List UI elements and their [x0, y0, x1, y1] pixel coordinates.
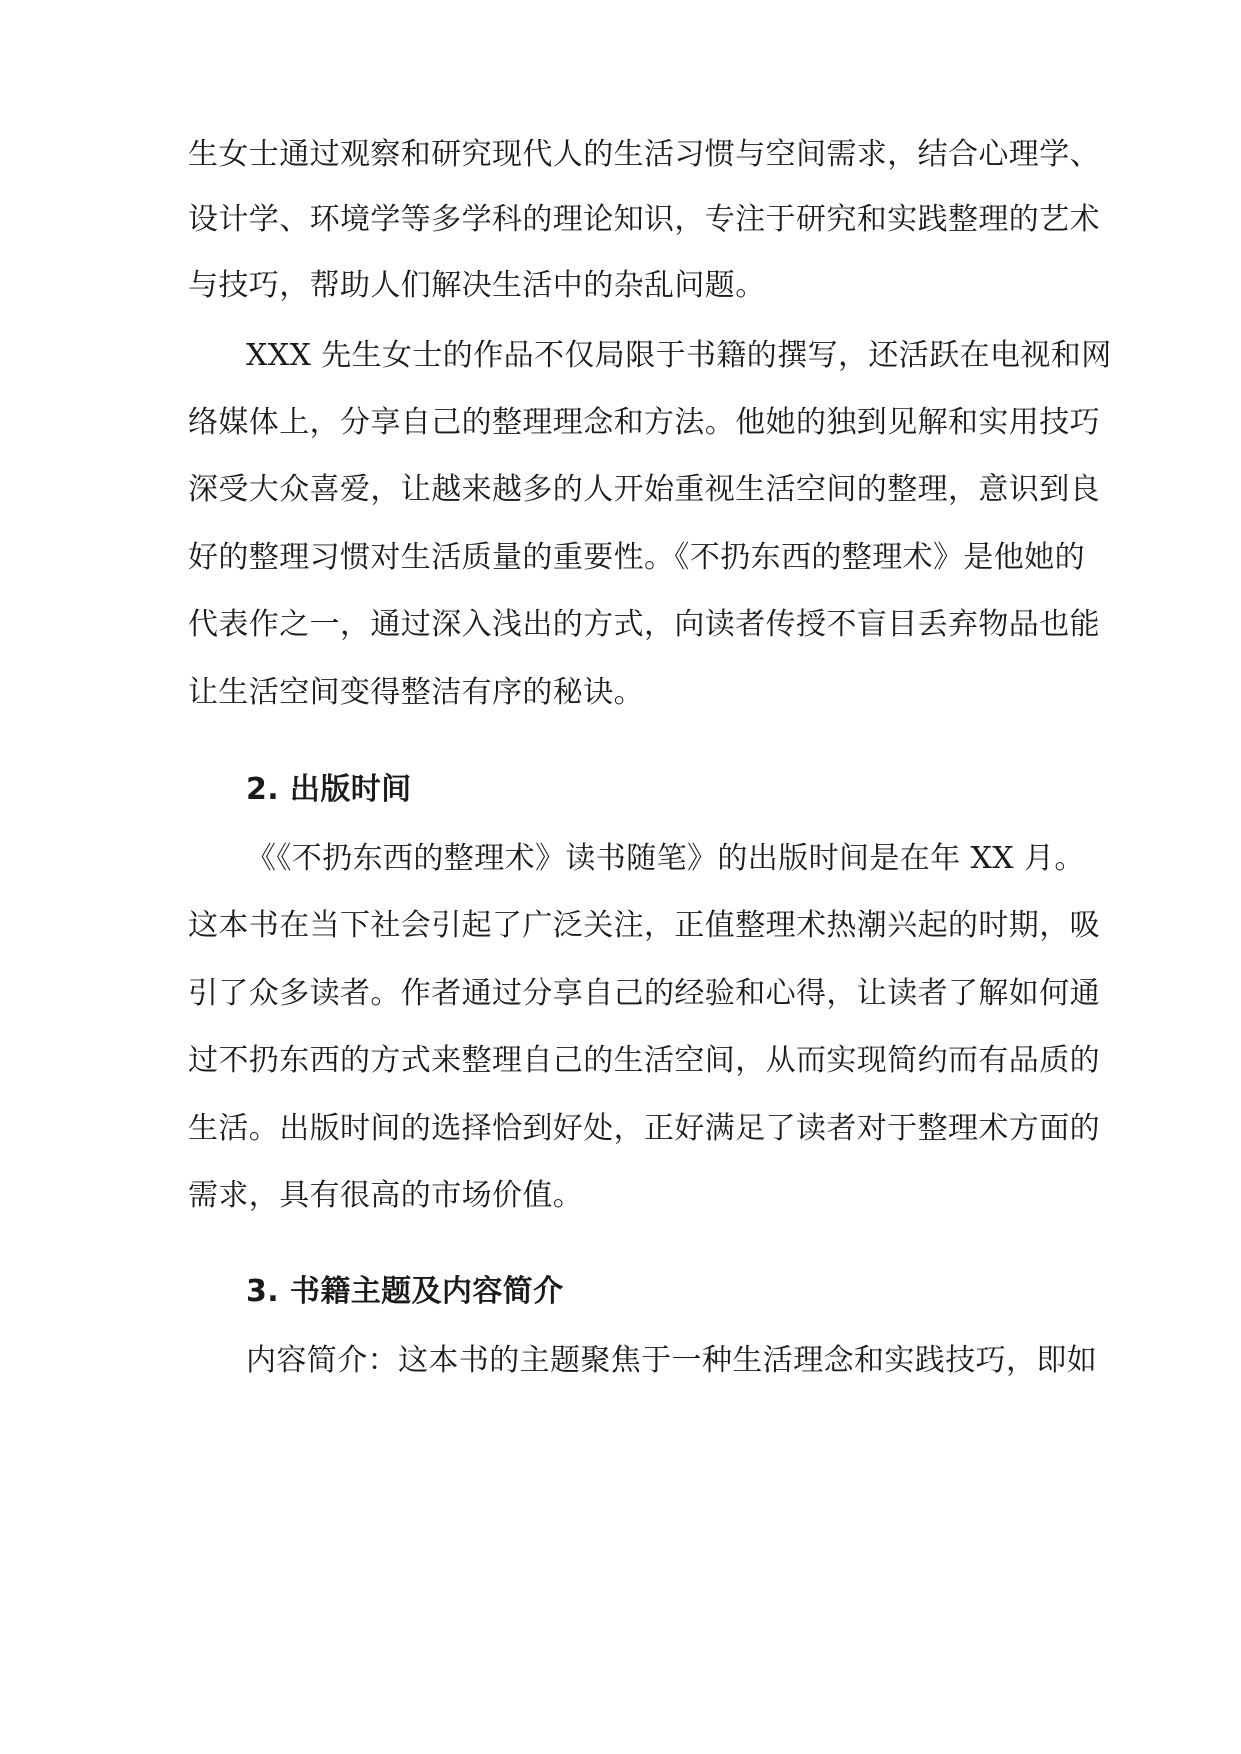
paragraph-2-line-5: 代表作之一，通过深入浅出的方式，向读者传授不盲目丢弃物品也能 — [188, 607, 1100, 642]
paragraph-1-line-2: 设计学、环境学等多学科的理论知识，专注于研究和实践整理的艺术 — [188, 202, 1100, 237]
paragraph-1-line-1: 生女士通过观察和研究现代人的生活习惯与空间需求，结合心理学、 — [188, 137, 1100, 172]
paragraph-2-line-2: 络媒体上，分享自己的整理理念和方法。他她的独到见解和实用技巧 — [188, 405, 1100, 440]
section-2-line-2: 这本书在当下社会引起了广泛关注，正值整理术热潮兴起的时期，吸 — [188, 908, 1100, 943]
paragraph-1-line-3: 与技巧，帮助人们解决生活中的杂乱问题。 — [188, 268, 766, 303]
paragraph-2-line-3: 深受大众喜爱，让越来越多的人开始重视生活空间的整理，意识到良 — [188, 472, 1100, 507]
section-3-line-1: 内容简介：这本书的主题聚焦于一种生活理念和实践技巧，即如 — [246, 1343, 1098, 1378]
section-2-line-5: 生活。出版时间的选择恰到好处，正好满足了读者对于整理术方面的 — [188, 1111, 1100, 1146]
section-2-line-1: 《《不扔东西的整理术》读书随笔》的出版时间是在年 XX 月。 — [246, 841, 1085, 876]
section-2-heading: 2. 出版时间 — [246, 772, 412, 807]
section-2-line-6: 需求，具有很高的市场价值。 — [188, 1178, 584, 1213]
section-3-heading: 3. 书籍主题及内容简介 — [246, 1274, 564, 1309]
paragraph-2-line-4: 好的整理习惯对生活质量的重要性。《不扔东西的整理术》是他她的 — [188, 540, 1085, 575]
paragraph-2-line-1: XXX 先生女士的作品不仅局限于书籍的撰写，还活跃在电视和网 — [246, 338, 1112, 373]
section-2-line-3: 引了众多读者。作者通过分享自己的经验和心得，让读者了解如何通 — [188, 976, 1100, 1011]
paragraph-2-line-6: 让生活空间变得整洁有序的秘诀。 — [188, 675, 644, 710]
section-2-line-4: 过不扔东西的方式来整理自己的生活空间，从而实现简约而有品质的 — [188, 1043, 1100, 1078]
